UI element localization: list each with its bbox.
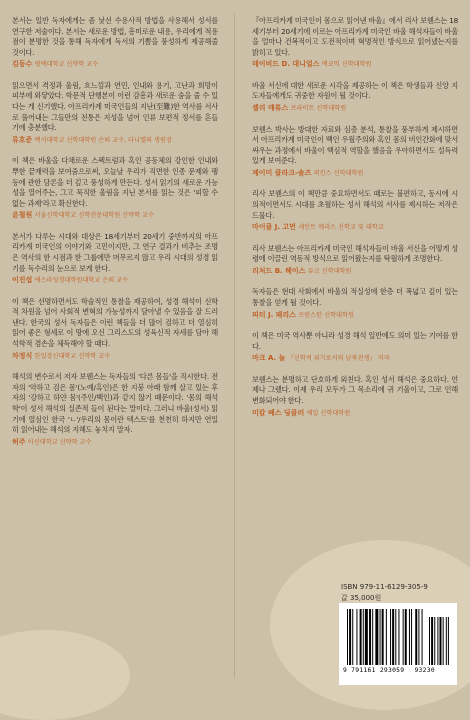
left-column xyxy=(12,16,218,458)
endorser-affiliation: 브라이트 신학대학원 xyxy=(290,105,347,113)
endorser-affiliation: 퍼킨스 신학대학원 xyxy=(313,169,364,177)
endorser-affiliation: 프린스턴 신학대학원 xyxy=(298,311,354,319)
blurb-attribution xyxy=(252,104,458,114)
blurb xyxy=(12,232,218,286)
endorser-name: 마이클 J. 고먼 xyxy=(252,223,296,232)
addon-number: 93230 xyxy=(414,667,435,674)
endorser-affiliation: 서울신학대학교 신학전문대학원 신약학 교수 xyxy=(34,212,154,220)
endorser-affiliation: 『신학적 위기로서의 남북전쟁』 저자 xyxy=(287,355,390,363)
blurb-text: 이 책은 선명하면서도 학술적인 통찰을 제공하여, 성경 해석이 신학적 차원을 넘어 사회적 변혁의 가능성까지 담아낼 수 있음을 잘 드러낸다. 한국의 성서 독자들은 이런 책들을 더 많이 검하고 더 열심히 읽어 좋은 형세로 이 땅에 오신 그리스도의 성육신적 자세를 담아 해석학적 겸손을 체득해야 할 때다. xyxy=(12,296,218,349)
endorser-affiliation: 아신대학교 신약학 교수 xyxy=(27,438,92,446)
blurb xyxy=(252,244,458,277)
blurb-attribution xyxy=(12,136,218,146)
blurb xyxy=(252,189,458,232)
blurb-text: 바울 서신에 대한 새로운 시각을 제공하는 이 책은 학생들과 신앙 지도자들에게도 귀중한 자원이 될 것이다. xyxy=(252,80,458,101)
blurb xyxy=(12,81,218,145)
blurb-text: 본서가 다루는 시대와 대상은 18세기부터 20세기 중반까지의 아프리카계 미국인의 이야기와 고민이지만, 그 연구 결과가 비추는 조명은 역사의 한 시점과 한 그룹에만 머무르지 않고 우리 시대의 성경 읽기를 독수리의 눈으로 보게 한다. xyxy=(12,231,218,273)
barcode-bars xyxy=(347,609,449,665)
endorser-name: 마크 A. 놀 xyxy=(252,354,286,363)
blurb xyxy=(252,331,458,364)
blurb-attribution xyxy=(252,169,458,179)
endorser-affiliation: 세인트 메리스 신학교 및 대학교 xyxy=(298,224,384,232)
blurb-attribution xyxy=(12,352,218,362)
right-column xyxy=(252,16,458,429)
blurb-text: 이 책은 바울을 다채로운 스펙트럼과 혹인 공동체의 강인한 인내와 뿌한 끝재력을 보여줌으로써, 오늘날 우리가 직면한 인종 문제와 팽등에 관한 담론을 더 깊고 풍성하게 만든다. 성서 읽기의 새로운 가능성을 열어주는, 그고 묵직한 울림을 지닌 본서를 읽는 것은 '피할 수 없는 과제'라고 확신한다. xyxy=(12,156,218,208)
endorser-affiliation: 예일 신학대학원 xyxy=(306,409,351,417)
endorser-name: 윤철원 xyxy=(12,211,33,220)
blurb-attribution xyxy=(12,60,218,70)
blurb xyxy=(12,156,218,220)
column-divider xyxy=(234,14,235,678)
blurb-attribution xyxy=(252,409,458,419)
endorser-affiliation: 맥코믹 신학대학원 xyxy=(321,61,372,69)
endorser-name: 류호준 xyxy=(12,135,33,144)
blurb-attribution xyxy=(252,223,458,233)
blurb-attribution xyxy=(252,267,458,277)
blurb xyxy=(12,372,218,447)
blurb xyxy=(252,287,458,320)
blurb-attribution xyxy=(252,354,458,364)
endorser-name: 차정식 xyxy=(12,351,33,360)
blurb-attribution xyxy=(12,211,218,221)
blurb xyxy=(252,375,458,418)
endorser-name: 셸리 매튜스 xyxy=(252,104,289,113)
blurb-text: 본서는 일반 독자에게는 좀 낯선 수용사적 방법을 사용해서 성서를 연구한 저술이다. 본서는 새로운 방법, 흥미로운 내용, 우리에게 적용점이 분명한 것을 통해 독자에게 독서의 기쁨을 풍성하게 제공해줄 것이다. xyxy=(12,16,218,57)
ean-number: 9 791161 293059 xyxy=(343,667,405,674)
blurb-text: 보웬스 박사는 방대한 자료와 심층 분석, 통찰을 풍부하게 제시하면서 아프리카계 미국인이 백인 우월주의와 혹인 몸의 비인간화에 맞서 싸우는 과정에서 바울이 핵심적 역할을 했음을 우아하면서도 설득력 있게 보여준다. xyxy=(252,124,458,166)
endorser-name: 미칼 베스 딩클러 xyxy=(252,408,305,417)
isbn: ISBN 979-11-6129-305-9 xyxy=(341,583,428,591)
blurb xyxy=(252,16,458,70)
background-shape xyxy=(0,630,130,720)
endorser-name: 피터 J. 패리스 xyxy=(252,310,296,319)
blurb-text: 리사 보웬스는 아프리카계 미국인 해석자들이 바울 서신을 어떻게 성령에 이끌린 역동적 방식으로 읽어왔는지를 탁월하게 조명한다. xyxy=(252,243,458,264)
blurb xyxy=(252,125,458,179)
price: 값 35,000원 xyxy=(341,594,382,602)
blurb-attribution xyxy=(252,60,458,70)
endorser-name: 데이비드 D. 대니얼스 xyxy=(252,60,320,69)
endorser-name: 제이미 클라크-솔즈 xyxy=(252,168,312,177)
endorser-affiliation: 듀크 신학대학원 xyxy=(307,267,352,275)
blurb-text: 『아프리카계 미국인이 몸으로 읽어낸 바울』에서 리사 보웬스는 18세기부터 20세기에 이르는 아프리카계 미국인 바울 해석자들이 바울을 얼마나 건복적이고 도전적이며 혁명적인 방식으로 읽어냈는지를 밝히고 있다. xyxy=(252,16,458,57)
endorser-name: 김동수 xyxy=(12,60,33,69)
blurb xyxy=(12,16,218,70)
blurb-text: 이 책은 미국 역사뿐 아니라 성경 해석 일반에도 의미 있는 기여를 한다. xyxy=(252,331,458,351)
endorser-name: 이진섭 xyxy=(12,276,33,285)
blurb xyxy=(252,81,458,114)
barcode xyxy=(339,603,457,685)
blurb-text: 해석의 변수로서 저자 보웬스는 독자들의 '다른 몸들'을 직시한다. 전자의 '악하고 검은 몸'(노예/흑인)은 한 지붕 아래 함께 살고 있는 후자의 '강하고 하얀 몸'(주인/백인)과 같지 않기 때문이다. '몸의 해석학'이 성서 해석의 실존적 들이 된다는 말이다. 그러니 바울(성서) 읽기에 열심인 한국 'ㄴ'/우리의 몸이란 텍스트'를 천천히 하지만 연밀히 읽어내는 해석의 지혜도 놓치지 말자. xyxy=(12,372,218,435)
endorser-name: 리처드 B. 헤이스 xyxy=(252,266,306,275)
endorser-affiliation: 에스라성경대학원대학교 은퇴 교수 xyxy=(34,277,129,285)
blurb-attribution xyxy=(252,311,458,321)
blurb xyxy=(12,297,218,361)
blurb-text: 독자들은 현대 사회에서 바울의 적실성에 한층 더 폭넓고 깊이 있는 통찰을 얻게 될 것이다. xyxy=(252,287,458,307)
endorser-name: 허주 xyxy=(12,437,26,446)
endorser-affiliation: 평택대학교 신약학 교수 xyxy=(34,61,99,69)
blurb-attribution xyxy=(12,438,218,448)
endorser-affiliation: 한일장신대학교 신약학 교수 xyxy=(34,352,111,360)
blurb-text: 읽으면서 격정과 울림, 흐느낌과 연민, 인내와 용기, 고난과 희망이 피부에 와닿았다. 학문적 단행본이 이런 감흥과 새로운 숨을 줄 수 있다는 게 신기했다. 아프리카계 미국인들의 지난(至難)한 역사를 서사로 풀어내는 그들만의 전통은 지성을 넘어 인류 보편적 정서를 흔들기에 충분했다. xyxy=(12,80,218,133)
barcode-number xyxy=(343,667,435,674)
blurb-text: 보웬스는 분명하고 단호하게 외친다. 혹인 성서 해석은 중요하다. 언제나 그랬다. 이제 우리 모두가 그 목소리에 귀 기울이고, 그로 인해 변화되어야 한다. xyxy=(252,374,458,405)
blurb-attribution xyxy=(12,276,218,286)
blurb-text: 리사 보웬스의 이 책만큼 중요하면서도 때로는 불편하고, 동시에 시의적이면서도 시대를 초월하는 성서 해석의 서사를 제시하는 저작은 드물다. xyxy=(252,189,458,220)
endorser-affiliation: 백석대학교 신학대학원 은퇴 교수, 다니엘의 생원장 xyxy=(34,136,172,144)
